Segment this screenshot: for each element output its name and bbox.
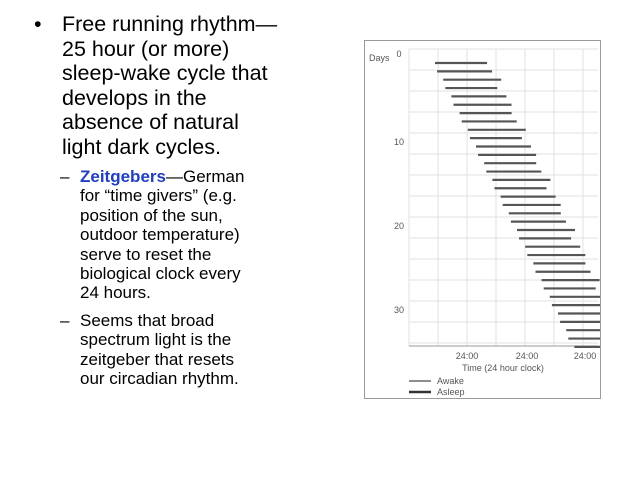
dash-marker: –	[60, 167, 70, 186]
subbullet-broad-spectrum-light	[28, 311, 328, 389]
zeitgebers-term: Zeitgebers	[80, 167, 166, 186]
bullet-line: develops in the	[62, 85, 207, 110]
sleep-wake-diagram	[365, 41, 600, 398]
time-axis-label: Time (24 hour clock)	[462, 363, 544, 373]
day-tick-label: 30	[393, 305, 405, 315]
bullet-line: light dark cycles.	[62, 134, 221, 159]
bullet-list	[28, 12, 328, 388]
days-axis-label: Days	[369, 53, 390, 63]
bullet-free-running-rhythm	[28, 12, 328, 159]
subbullet-line: Seems that broad	[80, 310, 215, 330]
subbullet-line: biological clock every	[80, 264, 241, 284]
subbullet-line: 24 hours.	[80, 283, 151, 303]
day-tick-label: 10	[393, 137, 405, 147]
subbullet-line: outdoor temperature)	[80, 225, 240, 245]
time-tick-label: 24:00	[455, 351, 479, 361]
legend-asleep-label: Asleep	[437, 387, 465, 397]
time-tick-label: 24:00	[515, 351, 539, 361]
dash-marker: –	[60, 310, 70, 330]
subbullet-line: zeitgeber that resets	[80, 349, 235, 369]
subbullet-line: for “time givers” (e.g.	[80, 186, 237, 206]
time-tick-label: 24:00	[573, 351, 597, 361]
bullet-line: absence of natural	[62, 110, 239, 134]
bullet-line: sleep-wake cycle that	[62, 61, 268, 85]
day-tick-label: 0	[396, 49, 402, 59]
sleep-wake-figure	[364, 40, 601, 399]
subbullet-first-line	[80, 167, 328, 186]
subbullet-text: —German	[165, 167, 245, 186]
subbullet-line: position of the sun,	[80, 205, 223, 225]
subbullet-line: our circadian rhythm.	[80, 369, 239, 389]
bullet-line: 25 hour (or more)	[62, 36, 230, 61]
bullet-line: Free running rhythm—	[62, 12, 278, 36]
subbullet-line: spectrum light is the	[80, 330, 232, 350]
legend-awake-label: Awake	[437, 376, 464, 386]
bullet-marker: •	[34, 12, 42, 36]
subbullet-zeitgebers	[28, 167, 328, 303]
subbullet-line: serve to reset the	[80, 244, 212, 264]
day-tick-label: 20	[393, 221, 405, 231]
sleep-bars	[435, 63, 600, 347]
